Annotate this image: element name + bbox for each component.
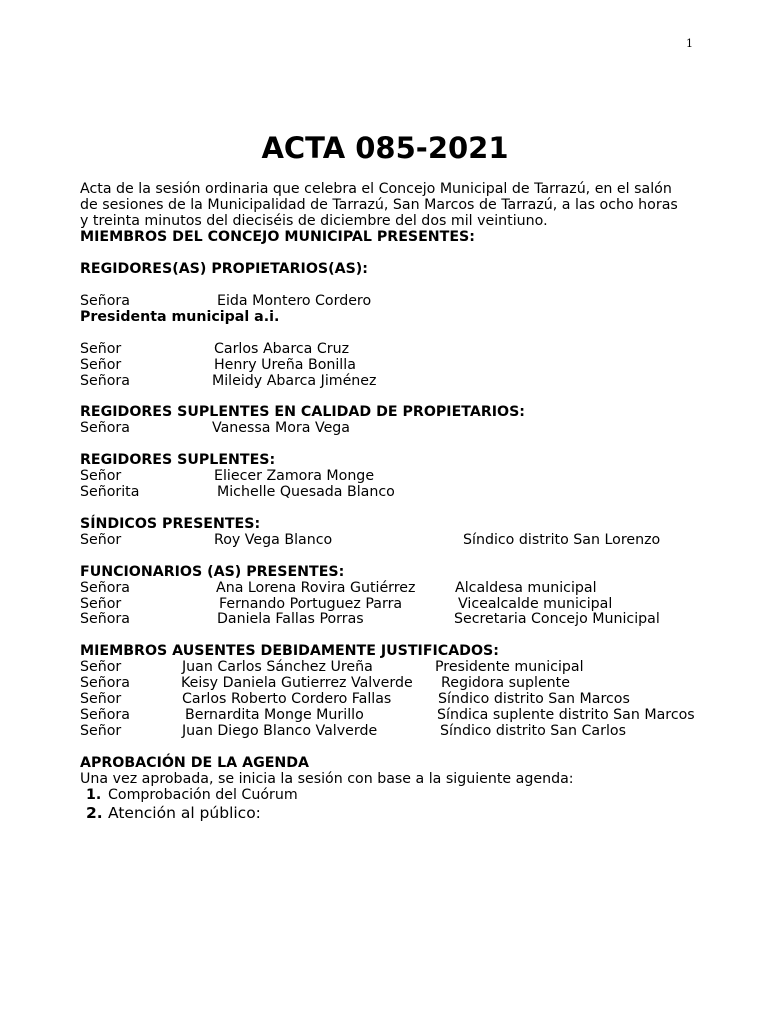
- member-title: Señor: [80, 691, 122, 707]
- member-title: Señor: [80, 596, 122, 612]
- member-title: Señora: [80, 420, 130, 436]
- member-name: Keisy Daniela Gutierrez Valverde: [181, 675, 413, 691]
- section-heading-suplentes: REGIDORES SUPLENTES:: [80, 452, 276, 468]
- member-title: Señora: [80, 611, 130, 627]
- member-name: Bernardita Monge Murillo: [185, 707, 364, 723]
- member-role: Síndica suplente distrito San Marcos: [437, 707, 695, 723]
- member-title: Señor: [80, 341, 122, 357]
- member-name: Mileidy Abarca Jiménez: [212, 373, 377, 389]
- member-title: Señor: [80, 468, 122, 484]
- member-role: Vicealcalde municipal: [458, 596, 613, 612]
- agenda-intro: Una vez aprobada, se inicia la sesión con base a la siguiente agenda:: [80, 771, 574, 787]
- agenda-item: [86, 804, 261, 822]
- member-name: Roy Vega Blanco: [214, 532, 333, 548]
- member-name: Vanessa Mora Vega: [212, 420, 350, 436]
- member-role: Síndico distrito San Marcos: [438, 691, 630, 707]
- section-heading-agenda: APROBACIÓN DE LA AGENDA: [80, 755, 310, 771]
- member-role: Síndico distrito San Lorenzo: [463, 532, 661, 548]
- members-heading: MIEMBROS DEL CONCEJO MUNICIPAL PRESENTES:: [80, 229, 475, 245]
- member-title: Señor: [80, 357, 122, 373]
- section-heading-sindicos: SÍNDICOS PRESENTES:: [80, 516, 261, 532]
- member-role: Regidora suplente: [441, 675, 570, 691]
- member-role: Secretaria Concejo Municipal: [454, 611, 660, 627]
- member-name: Eliecer Zamora Monge: [214, 468, 375, 484]
- member-name: Carlos Abarca Cruz: [214, 341, 350, 357]
- section-heading-propietarios: REGIDORES(AS) PROPIETARIOS(AS):: [80, 261, 368, 277]
- intro-line: de sesiones de la Municipalidad de Tarrazú, San Marcos de Tarrazú, a las ocho horas: [80, 197, 678, 213]
- member-name: Carlos Roberto Cordero Fallas: [182, 691, 392, 707]
- member-name: Ana Lorena Rovira Gutiérrez: [216, 580, 416, 596]
- member-name: Daniela Fallas Porras: [217, 611, 364, 627]
- member-name: Juan Diego Blanco Valverde: [182, 723, 378, 739]
- section-heading-ausentes: MIEMBROS AUSENTES DEBIDAMENTE JUSTIFICADOS:: [80, 643, 499, 659]
- member-name: Fernando Portuguez Parra: [219, 596, 403, 612]
- member-role: Presidente municipal: [435, 659, 584, 675]
- member-title: Señor: [80, 532, 122, 548]
- document-title: ACTA 085-2021: [261, 131, 509, 165]
- intro-line: y treinta minutos del dieciséis de diciembre del dos mil veintiuno.: [80, 213, 548, 229]
- agenda-item-text: Comprobación del Cuórum: [108, 787, 298, 803]
- section-heading-suplentes-propietarios: REGIDORES SUPLENTES EN CALIDAD DE PROPIETARIOS:: [80, 404, 525, 420]
- member-role: Síndico distrito San Carlos: [440, 723, 626, 739]
- agenda-item-text: Atención al público:: [108, 804, 261, 822]
- member-title: Señor: [80, 723, 122, 739]
- member-name: Eida Montero Cordero: [217, 293, 372, 309]
- member-role: Presidenta municipal a.i.: [80, 309, 280, 325]
- agenda-item-number: 2.: [86, 804, 103, 822]
- member-title: Señora: [80, 373, 130, 389]
- section-heading-funcionarios: FUNCIONARIOS (AS) PRESENTES:: [80, 564, 345, 580]
- member-title: Señora: [80, 675, 130, 691]
- member-title: Señora: [80, 293, 130, 309]
- member-title: Señor: [80, 659, 122, 675]
- member-title: Señora: [80, 580, 130, 596]
- member-name: Michelle Quesada Blanco: [217, 484, 395, 500]
- member-name: Juan Carlos Sánchez Ureña: [182, 659, 373, 675]
- page-number: 1: [686, 37, 693, 50]
- member-title: Señora: [80, 707, 130, 723]
- member-role: Alcaldesa municipal: [455, 580, 597, 596]
- agenda-item: [86, 787, 298, 803]
- agenda-item-number: 1.: [86, 787, 102, 803]
- intro-line: Acta de la sesión ordinaria que celebra el Concejo Municipal de Tarrazú, en el salón: [80, 181, 672, 197]
- member-name: Henry Ureña Bonilla: [214, 357, 356, 373]
- member-title: Señorita: [80, 484, 140, 500]
